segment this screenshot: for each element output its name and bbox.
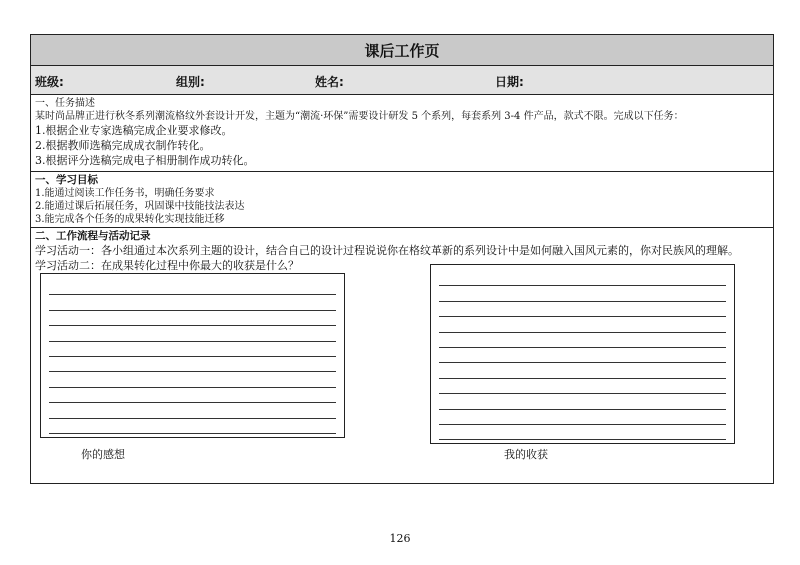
date-label: 日期: [495, 75, 524, 89]
task-heading: 一、任务描述 [35, 98, 95, 109]
harvest-caption: 我的收获 [504, 448, 548, 461]
class-label: 班级: [35, 75, 64, 89]
reflection-caption: 你的感想 [81, 448, 125, 461]
task-item-1: 1.根据企业专家选稿完成企业要求修改。 [35, 124, 233, 137]
student-info-row [31, 66, 773, 95]
task-description-section [31, 95, 773, 172]
page-number: 126 [389, 532, 411, 545]
group-label: 组别: [176, 75, 205, 89]
goal-item-2: 2.能通过课后拓展任务，巩固课中技能技法表达 [35, 201, 245, 212]
goals-heading: 一、学习目标 [35, 174, 98, 186]
goal-item-1: 1.能通过阅读工作任务书，明确任务要求 [35, 188, 215, 199]
activity-one: 学习活动一：各小组通过本次系列主题的设计，结合自己的设计过程说说你在格纹革新的系列设计中是如何融入国风元素的，你对民族风的理解。 [35, 244, 739, 257]
reflection-writing-box[interactable] [40, 273, 345, 438]
goal-item-3: 3.能完成各个任务的成果转化实现技能迁移 [35, 214, 225, 225]
task-description: 某时尚品牌正进行秋冬系列潮流格纹外套设计开发，主题为“潮流·环保”需要设计研发 5 个系列，每套系列 3-4 件产品，款式不限。完成以下任务： [35, 111, 684, 122]
harvest-writing-box[interactable] [430, 264, 735, 444]
worksheet-table [30, 34, 774, 484]
task-item-2: 2.根据教师选稿完成成衣制作转化。 [35, 139, 211, 152]
learning-goals-section [31, 172, 773, 228]
workflow-section [31, 228, 773, 484]
activity-two: 学习活动二：在成果转化过程中你最大的收获是什么？ [35, 259, 299, 272]
worksheet-title: 课后工作页 [31, 35, 773, 66]
task-item-3: 3.根据评分选稿完成电子相册制作成功转化。 [35, 154, 255, 167]
name-label: 姓名: [315, 75, 344, 89]
process-heading: 二、工作流程与活动记录 [35, 230, 151, 242]
